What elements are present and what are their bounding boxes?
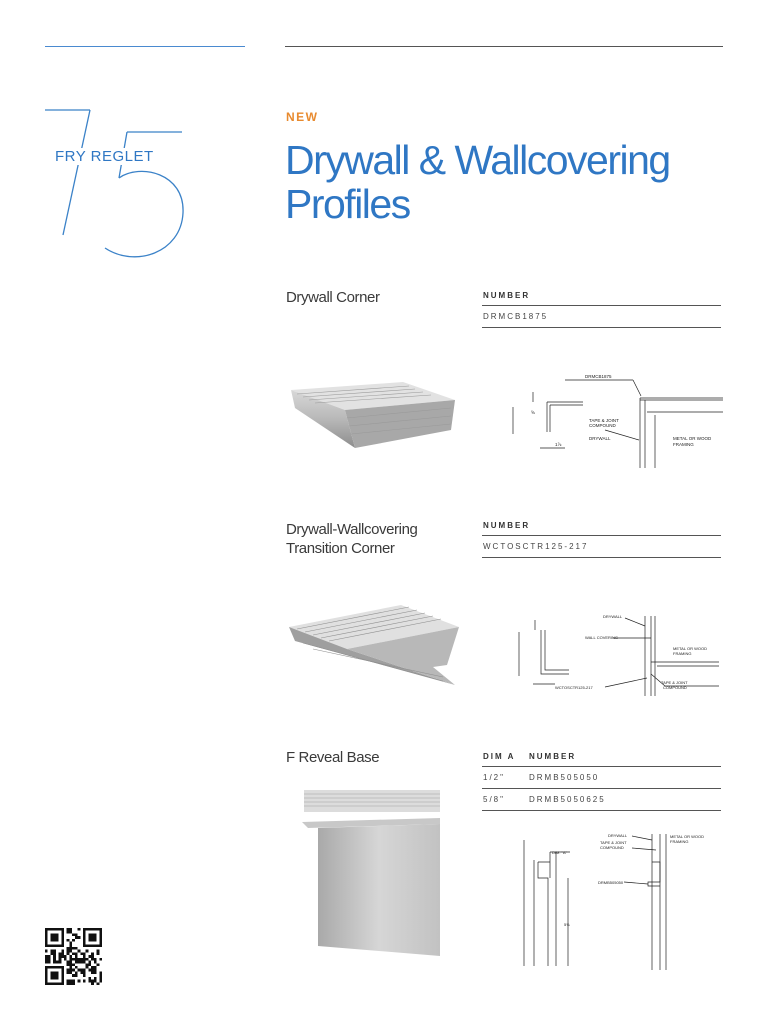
label-part: DRMCB1875 (585, 374, 612, 379)
label-part: WCTOSCTR125-217 (555, 685, 593, 690)
dim-a-value: 1/2" (483, 773, 505, 782)
header-number: NUMBER (483, 291, 531, 300)
product-name-line-2: Transition Corner (286, 540, 395, 557)
header-dim-a: DIM A (483, 752, 516, 761)
product-name-drywall-corner: Drywall Corner (286, 289, 380, 306)
spec-table-drywall-corner (482, 291, 721, 328)
label-compound: COMPOUND (663, 685, 687, 690)
diagram-transition-corner (505, 612, 720, 697)
product-name-f-reveal-base: F Reveal Base (286, 749, 380, 766)
part-number: DRMB505050 (529, 773, 600, 782)
product-name-transition-corner (286, 520, 417, 558)
title-line-2: Profiles (285, 181, 410, 227)
part-number: DRMB5050625 (529, 795, 606, 804)
label-drywall: DRYWALL (608, 833, 628, 838)
page-title (285, 138, 670, 226)
part-number: DRMCB1875 (483, 312, 549, 321)
diagram-drywall-corner (505, 370, 725, 470)
label-compound: COMPOUND (589, 423, 616, 428)
header-rule-left (45, 46, 245, 47)
label-part: DRMB505050 (598, 880, 624, 885)
label-tape: TAPE & JOINT (589, 418, 619, 423)
spec-row (482, 536, 721, 558)
label-compound: COMPOUND (600, 845, 624, 850)
header-number: NUMBER (529, 752, 577, 761)
spec-header-row (482, 521, 721, 536)
spec-header-row (482, 291, 721, 306)
product-name-line-1: Drywall-Wallcovering (286, 521, 418, 538)
logo-brand-text: FRY REGLET (55, 148, 154, 165)
product-image-drywall-corner (283, 352, 458, 472)
label-wall-covering: WALL COVERING (585, 635, 619, 640)
label-dim-1: ⅝ (531, 410, 535, 415)
label-dim: DIM. "A" (552, 850, 568, 855)
label-tape: TAPE & JOINT (661, 680, 688, 685)
spec-table-transition-corner (482, 521, 721, 558)
product-image-f-reveal-base (296, 786, 446, 961)
header-rule-right (285, 46, 723, 47)
label-drywall: DRYWALL (589, 436, 611, 441)
dim-a-value: 5/8" (483, 795, 505, 804)
spec-row (482, 306, 721, 328)
spec-header-row (482, 752, 721, 767)
label-drywall: DRYWALL (603, 614, 623, 619)
spec-table-f-reveal-base (482, 752, 721, 811)
label-height: 5⅝ (564, 922, 570, 927)
product-image-transition-corner (283, 585, 463, 700)
spec-row (482, 767, 721, 789)
title-line-1: Drywall & Wallcovering (285, 137, 670, 183)
label-dim-2: 1⅞ (555, 442, 562, 447)
label-tape: TAPE & JOINT (600, 840, 627, 845)
label-framing-2: FRAMING (673, 442, 694, 447)
anniversary-logo (45, 108, 190, 268)
part-number: WCTOSCTR125-217 (483, 542, 589, 551)
diagram-f-reveal-base (510, 830, 715, 970)
label-framing-2: FRAMING (670, 839, 689, 844)
label-framing-1: METAL OR WOOD (673, 646, 707, 651)
spec-row (482, 789, 721, 811)
label-framing-1: METAL OR WOOD (673, 436, 712, 441)
label-framing-2: FRAMING (673, 651, 692, 656)
header-number: NUMBER (483, 521, 531, 530)
label-framing-1: METAL OR WOOD (670, 834, 704, 839)
qr-code[interactable] (45, 928, 102, 985)
new-badge: NEW (286, 110, 319, 124)
